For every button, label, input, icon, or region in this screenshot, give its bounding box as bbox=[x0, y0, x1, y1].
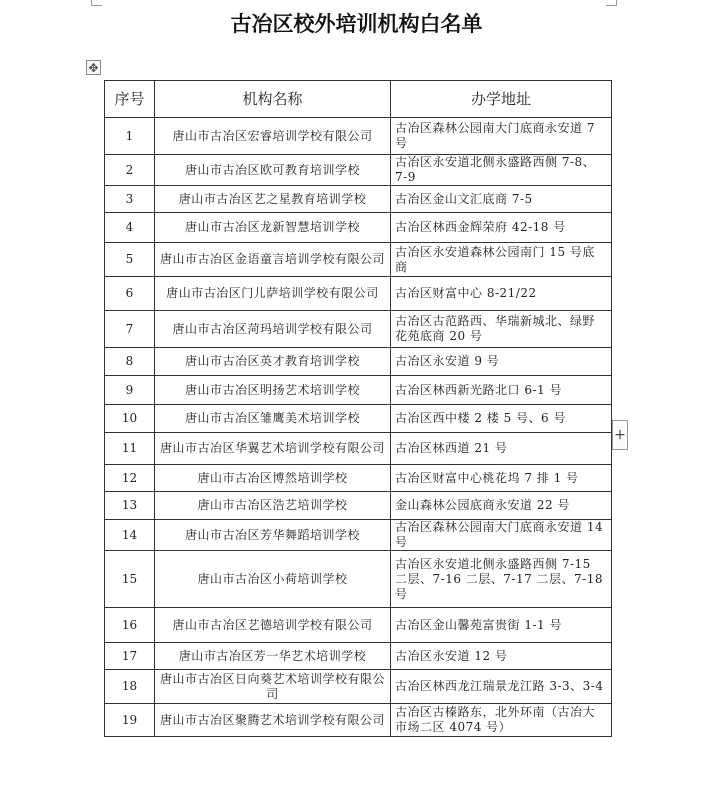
institution-address: 古冶区古榛路东，北外环南（古冶大市场二区 4074 号） bbox=[391, 704, 612, 737]
header-address: 办学地址 bbox=[391, 81, 612, 118]
row-number: 6 bbox=[105, 277, 155, 311]
institution-name: 唐山市古冶区欧可教育培训学校 bbox=[155, 155, 391, 186]
row-number: 14 bbox=[105, 520, 155, 551]
table-row bbox=[105, 643, 612, 670]
row-number: 5 bbox=[105, 243, 155, 277]
table-row bbox=[105, 608, 612, 643]
row-number: 8 bbox=[105, 348, 155, 376]
table-row bbox=[105, 465, 612, 492]
institution-name: 唐山市古冶区芳一华艺术培训学校 bbox=[155, 643, 391, 670]
institution-name: 唐山市古冶区宏睿培训学校有限公司 bbox=[155, 118, 391, 155]
institution-address: 古冶区林西金辉荣府 42-18 号 bbox=[391, 213, 612, 243]
table-row bbox=[105, 277, 612, 311]
institution-address: 古冶区森林公园南大门底商永安道 7 号 bbox=[391, 118, 612, 155]
institution-address: 古冶区古范路西、华瑞新城北、绿野花苑底商 20 号 bbox=[391, 311, 612, 348]
row-number: 13 bbox=[105, 492, 155, 520]
row-number: 18 bbox=[105, 670, 155, 704]
header-name: 机构名称 bbox=[155, 81, 391, 118]
institution-name: 唐山市古冶区艺德培训学校有限公司 bbox=[155, 608, 391, 643]
table-row bbox=[105, 243, 612, 277]
row-number: 17 bbox=[105, 643, 155, 670]
row-number: 11 bbox=[105, 433, 155, 465]
institution-name: 唐山市古冶区日向葵艺术培训学校有限公司 bbox=[155, 670, 391, 704]
table-row bbox=[105, 348, 612, 376]
institution-address: 古冶区林西新光路北口 6-1 号 bbox=[391, 376, 612, 405]
institution-address: 古冶区金山文汇底商 7-5 bbox=[391, 186, 612, 213]
whitelist-table bbox=[104, 80, 612, 737]
table-row bbox=[105, 118, 612, 155]
table-row bbox=[105, 433, 612, 465]
institution-address: 古冶区财富中心桃花坞 7 排 1 号 bbox=[391, 465, 612, 492]
institution-name: 唐山市古冶区芳华舞蹈培训学校 bbox=[155, 520, 391, 551]
institution-address: 古冶区金山馨苑富贵街 1-1 号 bbox=[391, 608, 612, 643]
table-row bbox=[105, 376, 612, 405]
institution-name: 唐山市古冶区菏玛培训学校有限公司 bbox=[155, 311, 391, 348]
row-number: 2 bbox=[105, 155, 155, 186]
page-corner-mark-left bbox=[91, 0, 102, 6]
institution-address: 金山森林公园底商永安道 22 号 bbox=[391, 492, 612, 520]
document-title: 古冶区校外培训机构白名单 bbox=[230, 12, 483, 36]
row-number: 1 bbox=[105, 118, 155, 155]
table-row bbox=[105, 213, 612, 243]
row-number: 15 bbox=[105, 551, 155, 608]
institution-name: 唐山市古冶区金语童言培训学校有限公司 bbox=[155, 243, 391, 277]
page-corner-mark-right bbox=[606, 0, 617, 6]
table-move-handle-icon[interactable]: ✥ bbox=[86, 60, 101, 75]
institution-name: 唐山市古冶区雏鹰美术培训学校 bbox=[155, 405, 391, 433]
table-header-row bbox=[105, 81, 612, 118]
institution-name: 唐山市古冶区门儿萨培训学校有限公司 bbox=[155, 277, 391, 311]
table-row bbox=[105, 704, 612, 737]
row-number: 12 bbox=[105, 465, 155, 492]
institution-name: 唐山市古冶区博然培训学校 bbox=[155, 465, 391, 492]
institution-address: 古冶区永安道北侧永盛路西侧 7-8、7-9 bbox=[391, 155, 612, 186]
institution-name: 唐山市古冶区艺之星教育培训学校 bbox=[155, 186, 391, 213]
table-row bbox=[105, 670, 612, 704]
institution-address: 古冶区林西龙江瑞景龙江路 3-3、3-4 bbox=[391, 670, 612, 704]
institution-name: 唐山市古冶区龙新智慧培训学校 bbox=[155, 213, 391, 243]
institution-address: 古冶区西中楼 2 楼 5 号、6 号 bbox=[391, 405, 612, 433]
institution-address: 古冶区财富中心 8-21/22 bbox=[391, 277, 612, 311]
institution-name: 唐山市古冶区小荷培训学校 bbox=[155, 551, 391, 608]
institution-name: 唐山市古冶区英才教育培训学校 bbox=[155, 348, 391, 376]
row-number: 3 bbox=[105, 186, 155, 213]
institution-name: 唐山市古冶区聚腾艺术培训学校有限公司 bbox=[155, 704, 391, 737]
institution-name: 唐山市古冶区浩艺培训学校 bbox=[155, 492, 391, 520]
header-no: 序号 bbox=[105, 81, 155, 118]
table-row bbox=[105, 311, 612, 348]
institution-address: 古冶区永安道北侧永盛路西侧 7-15 二层、7-16 二层、7-17 二层、7-18 号 bbox=[391, 551, 612, 608]
table-row bbox=[105, 155, 612, 186]
institution-address: 古冶区林西道 21 号 bbox=[391, 433, 612, 465]
institution-address: 古冶区永安道 12 号 bbox=[391, 643, 612, 670]
institution-address: 古冶区永安道 9 号 bbox=[391, 348, 612, 376]
row-number: 19 bbox=[105, 704, 155, 737]
add-column-button[interactable]: + bbox=[612, 420, 628, 450]
institution-address: 古冶区森林公园南大门底商永安道 14 号 bbox=[391, 520, 612, 551]
institution-address: 古冶区永安道森林公园南门 15 号底商 bbox=[391, 243, 612, 277]
row-number: 16 bbox=[105, 608, 155, 643]
row-number: 10 bbox=[105, 405, 155, 433]
table-row bbox=[105, 405, 612, 433]
row-number: 4 bbox=[105, 213, 155, 243]
institution-name: 唐山市古冶区明扬艺术培训学校 bbox=[155, 376, 391, 405]
table-row bbox=[105, 186, 612, 213]
row-number: 7 bbox=[105, 311, 155, 348]
row-number: 9 bbox=[105, 376, 155, 405]
institution-name: 唐山市古冶区华翼艺术培训学校有限公司 bbox=[155, 433, 391, 465]
table-row bbox=[105, 520, 612, 551]
table-row bbox=[105, 492, 612, 520]
table-row bbox=[105, 551, 612, 608]
